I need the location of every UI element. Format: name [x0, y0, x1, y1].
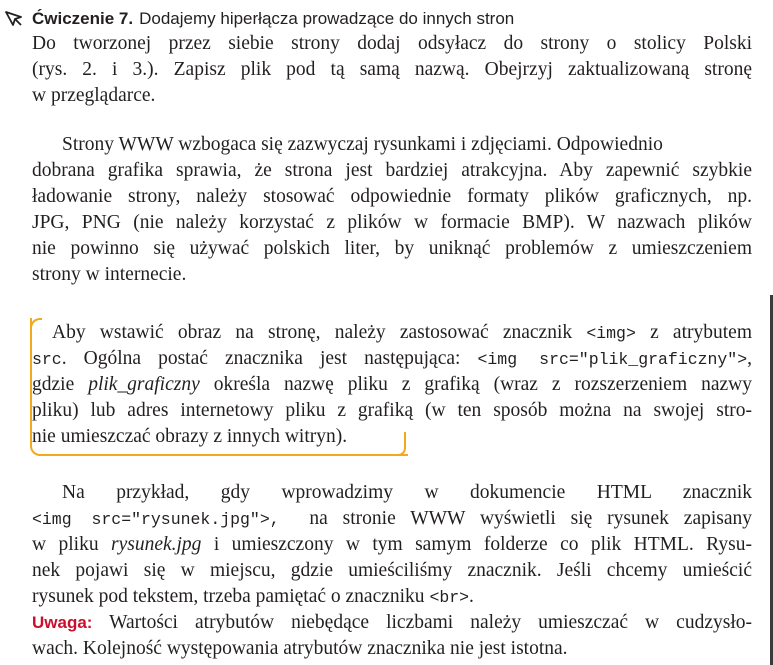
- exercise-label: Ćwiczenie 7.: [32, 9, 134, 28]
- paragraph2-italic-term: rysunek.jpg: [110, 534, 202, 555]
- note-line-3: [32, 374, 752, 396]
- warning-line-2: wach. Kolejność występowania atrybutów znacznika nie jest istotna.: [32, 638, 568, 659]
- note-line-1: [52, 322, 752, 344]
- paragraph1-line-2: dobrana grafika sprawia, że strona jest bardziej atrakcyjna. Aby zapewnić szybkie: [32, 160, 752, 181]
- exercise-header: [4, 6, 514, 32]
- paragraph2-text: .: [469, 586, 474, 607]
- note-text: . Ogólna postać znacznika jest następująca:: [61, 348, 478, 369]
- paragraph2-line-2: [32, 508, 752, 530]
- exercise-title: Dodajemy hiperłącza prowadzące do innych stron: [139, 9, 515, 28]
- note-line-5: nie umieszczać obrazy z innych witryn).: [32, 426, 348, 447]
- paragraph1-line-1: Strony WWW wzbogaca się zazwyczaj rysunkami i zdjęciami. Odpowiednio: [62, 134, 663, 155]
- paragraph2-text: na stronie WWW wyświetli się rysunek zapisany: [309, 508, 753, 529]
- exercise-line-2: (rys. 2. i 3.). Zapisz plik pod tą samą nazwą. Obejrzyj zaktualizowaną stronę: [32, 59, 752, 80]
- code-img-syntax: <img src="plik_graficzny">: [477, 350, 748, 369]
- exercise-line-1: Do tworzonej przez siebie strony dodaj odsyłacz do strony o stolicy Polski: [32, 33, 752, 54]
- paragraph2-line-3: [32, 534, 752, 556]
- code-img-tag: <img>: [586, 324, 636, 343]
- code-rysunek: <img src="rysunek.jpg">,: [32, 510, 280, 529]
- paragraph1-line-6: strony w internecie.: [32, 264, 187, 285]
- warning-line-1: [32, 612, 752, 634]
- note-italic-term: plik_graficzny: [88, 374, 200, 395]
- paragraph2-line-5: [32, 586, 752, 608]
- code-br-tag: <br>: [429, 588, 470, 607]
- paragraph1-line-5: nie powinno się używać polskich liter, by uniknąć problemów z umieszczeniem: [32, 238, 752, 259]
- note-line-4: pliku) lub adres internetowy pliku z grafiką (w ten sposób można na swojej stro-: [32, 400, 752, 421]
- exercise-line-3: w przeglądarce.: [32, 85, 156, 106]
- warning-label: Uwaga:: [32, 613, 93, 632]
- note-text: ,: [747, 348, 752, 369]
- paragraph1-line-3: ładowanie strony, należy stosować odpowiednie formaty plików graficznych, np.: [32, 186, 752, 207]
- note-highlight-corner: [30, 318, 42, 332]
- paragraph2-line-1: Na przykład, gdy wprowadzimy w dokumencie HTML znacznik: [62, 482, 752, 503]
- code-src: src: [32, 350, 62, 369]
- paragraph2-text: w pliku: [32, 534, 111, 555]
- paragraph2-text: rysunek pod tekstem, trzeba pamiętać o znaczniku: [32, 586, 430, 607]
- paragraph2-line-4: nek pojawi się w miejscu, gdzie umieściliśmy znacznik. Jeśli chcemy umieścić: [32, 560, 752, 581]
- paragraph1-line-4: JPG, PNG (nie należy korzystać z plików w formacie BMP). W nazwach plików: [32, 212, 752, 233]
- note-text: gdzie: [32, 374, 89, 395]
- note-line-2: [32, 348, 752, 370]
- paragraph2-text: i umieszczony w tym samym folderze co plik HTML. Rysu-: [201, 534, 752, 555]
- pencil-icon: [4, 9, 24, 29]
- note-text: Aby wstawić obraz na stronę, należy zastosować znacznik: [52, 322, 587, 343]
- note-text: z atrybutem: [635, 322, 752, 343]
- warning-text: Wartości atrybutów niebędące liczbami należy umieszczać w cudzysło-: [109, 612, 752, 633]
- note-text: określa nazwę pliku z grafiką (wraz z rozszerzeniem nazwy: [199, 374, 752, 395]
